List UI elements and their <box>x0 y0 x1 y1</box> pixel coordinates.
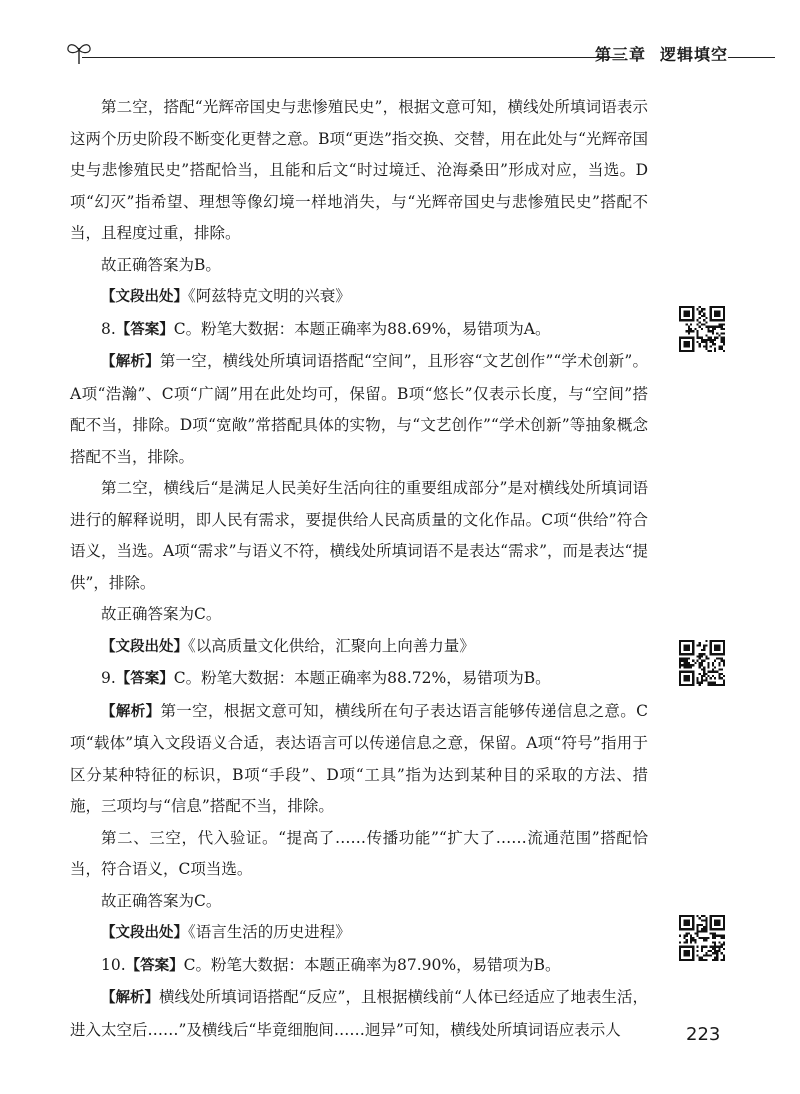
answer-text: C。粉笔大数据：本题正确率为88.69%，易错项为A。 <box>173 319 551 338</box>
running-header <box>40 38 775 68</box>
header-rule-right <box>728 57 775 58</box>
qr-code-icon <box>679 306 725 352</box>
qr-code-q9[interactable] <box>679 640 725 686</box>
qr-code-q8[interactable] <box>679 306 725 352</box>
answer-line: 故正确答案为C。 <box>101 891 222 910</box>
section-label: 逻辑填空 <box>660 45 729 64</box>
analysis-text: 横线处所填词语搭配“反应”，且根据横线前“人体已经适应了地表生活，进入太空后……”及横线后“毕竟细胞间……迥异”可知，横线处所填词语应表示人 <box>70 988 649 1039</box>
source-tag: 【文段出处】 <box>101 289 188 305</box>
source-title: 《以高质量文化供给，汇聚向上向善力量》 <box>188 636 475 655</box>
source-tag: 【文段出处】 <box>101 638 188 655</box>
analysis-paragraph <box>70 982 648 1046</box>
qr-code-icon <box>679 915 725 961</box>
source-line <box>70 917 648 950</box>
source-line <box>70 631 648 664</box>
answer-tag: 【答案】 <box>115 321 174 338</box>
analysis-paragraph <box>70 346 648 473</box>
answer-line: 故正确答案为B。 <box>101 255 221 274</box>
paragraph: 第二空，搭配“光辉帝国史与悲惨殖民史”，根据文意可知，横线处所填词语表示这两个历史阶段不断变化更替之意。B项“更迭”指交换、交替，用在此处与“光辉帝国史与悲惨殖民史”搭配恰当，且能和后文“时过境迁、沧海桑田”形成对应，当选。D项“幻灭”指希望、理想等像幻境一样地消失，与“光辉帝国史与悲惨殖民史”搭配不当，且程度过重，排除。 <box>70 98 648 242</box>
paragraph: 第二空，横线后“是满足人民美好生活向往的重要组成部分”是对横线处所填词语进行的解释说明，即人民有需求，要提供给人民高质量的文化作品。C项“供给”符合语义，当选。A项“需求”与语义不符，横线处所填词语不是表达“需求”，而是表达“提供”，排除。 <box>70 479 648 592</box>
question-number: 8. <box>101 319 116 338</box>
chapter-label: 第三章 <box>595 45 647 64</box>
answer-heading <box>70 663 648 696</box>
qr-code-icon <box>679 640 725 686</box>
page-number: 223 <box>686 1024 721 1045</box>
answer-text: C。粉笔大数据：本题正确率为87.90%，易错项为B。 <box>183 955 561 974</box>
source-title: 《语言生活的历史进程》 <box>188 923 351 941</box>
qr-code-q10[interactable] <box>679 915 725 961</box>
leaf-sprout-icon <box>64 38 94 66</box>
answer-tag: 【答案】 <box>125 957 184 974</box>
question-number: 9. <box>101 669 116 687</box>
source-tag: 【文段出处】 <box>101 925 188 941</box>
analysis-paragraph <box>70 696 648 823</box>
paragraph: 第二、三空，代入验证。“提高了……传播功能”“扩大了……流通范围”搭配恰当，符合语义，C项当选。 <box>70 828 648 878</box>
analysis-text: 第一空，横线处所填词语搭配“空间”，且形容“文艺创作”“学术创新”。A项“浩瀚”、C项“广阔”用在此处均可，保留。B项“悠长”仅表示长度，与“空间”搭配不当，排除。D项“宽敞”常搭配具体的实物，与“文艺创作”“学术创新”等抽象概念搭配不当，排除。 <box>70 352 648 466</box>
answer-heading <box>70 950 648 983</box>
header-rule-left <box>82 57 624 58</box>
answer-text: C。粉笔大数据：本题正确率为88.72%，易错项为B。 <box>173 669 551 687</box>
analysis-tag: 【解析】 <box>101 703 161 720</box>
chapter-title <box>595 42 728 65</box>
analysis-text: 第一空，根据文意可知，横线所在句子表达语言能够传递信息之意。C项“载体”填入文段语义合适，表达语言可以传递信息之意，保留。A项“符号”指用于区分某种特征的标识，B项“手段”、D项“工具”指为达到某种目的采取的方法、措施，三项均与“信息”搭配不当，排除。 <box>70 701 648 815</box>
source-line <box>70 281 648 314</box>
answer-heading <box>70 314 648 347</box>
source-title: 《阿兹特克文明的兴衰》 <box>188 287 351 305</box>
answer-tag: 【答案】 <box>115 671 174 687</box>
answer-line: 故正确答案为C。 <box>101 605 222 623</box>
analysis-tag: 【解析】 <box>101 354 160 370</box>
analysis-tag: 【解析】 <box>101 990 160 1006</box>
question-number: 10. <box>101 955 126 974</box>
page-body <box>70 92 648 1046</box>
